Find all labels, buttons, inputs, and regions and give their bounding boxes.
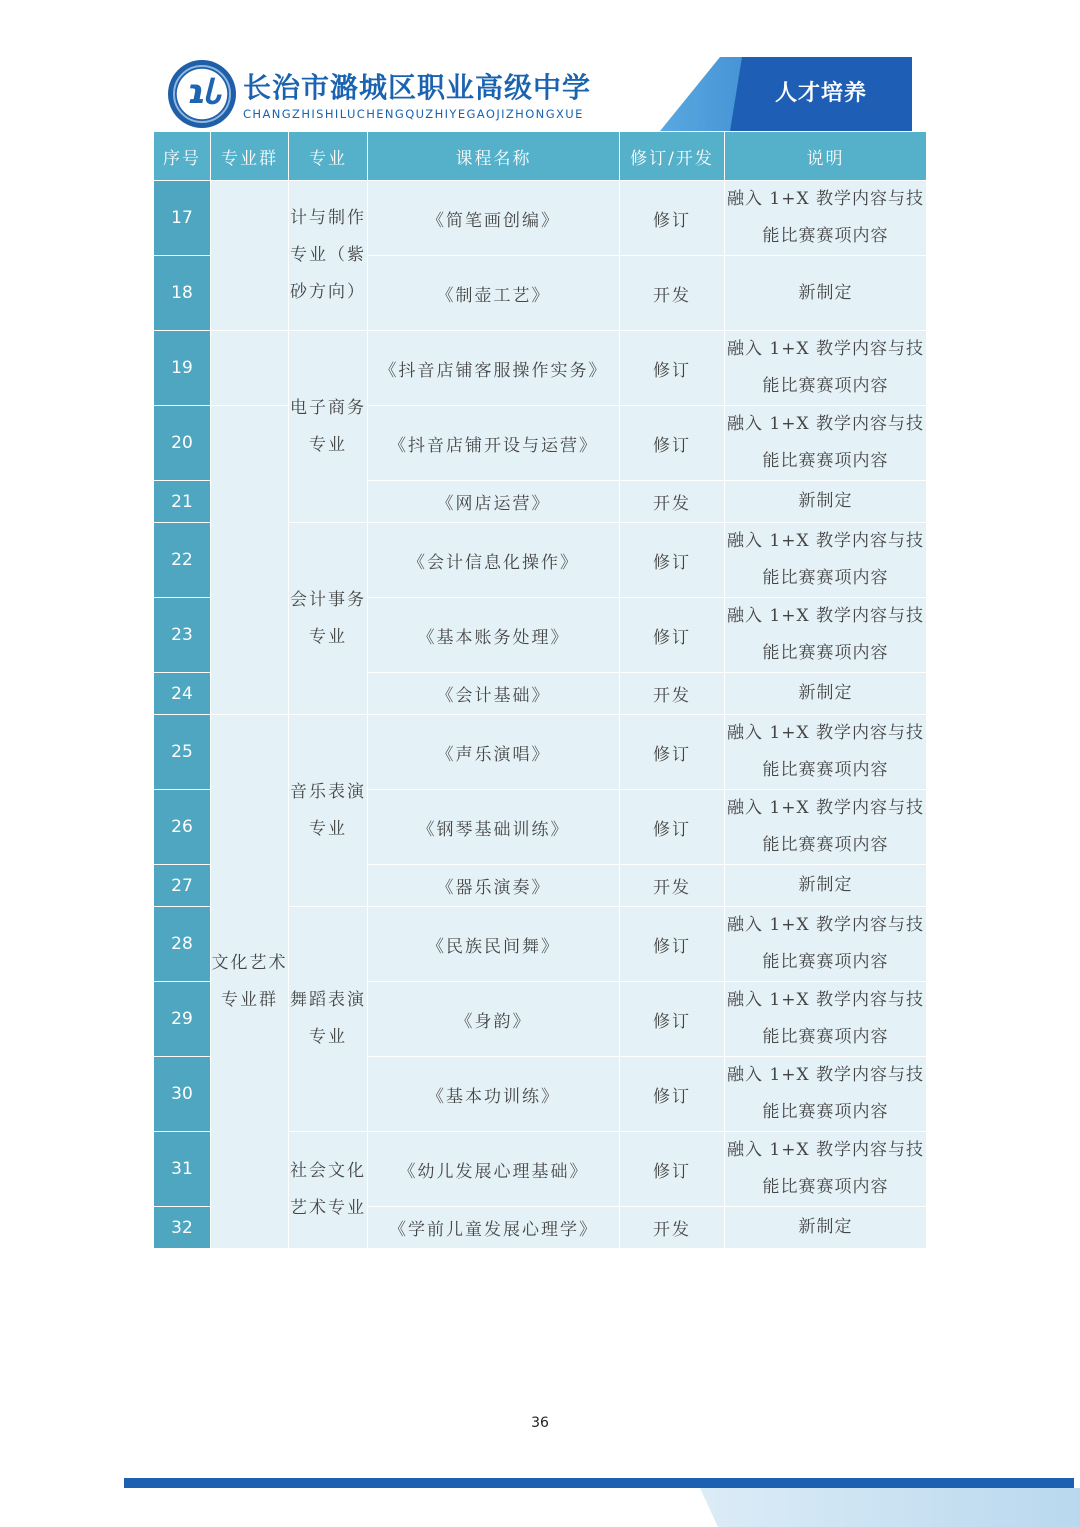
school-name: 长治市潞城区职业高级中学 <box>243 71 592 104</box>
revise-type: 修订 <box>620 523 725 598</box>
note-cell: 融入 1+X 教学内容与技能比赛赛项内容 <box>725 1132 927 1207</box>
row-number: 19 <box>154 331 211 406</box>
course-table-wrapper <box>153 131 926 1249</box>
group-cell-empty <box>211 406 289 715</box>
revise-type: 开发 <box>620 865 725 907</box>
note-cell: 融入 1+X 教学内容与技能比赛赛项内容 <box>725 598 927 673</box>
note-cell: 融入 1+X 教学内容与技能比赛赛项内容 <box>725 331 927 406</box>
note-cell: 新制定 <box>725 865 927 907</box>
course-name: 《幼儿发展心理基础》 <box>368 1132 620 1207</box>
footer-bar <box>124 1478 1074 1488</box>
course-name: 《声乐演唱》 <box>368 715 620 790</box>
row-number: 29 <box>154 982 211 1057</box>
header-no: 序号 <box>154 132 211 181</box>
revise-type: 修订 <box>620 982 725 1057</box>
revise-type: 修订 <box>620 598 725 673</box>
table-row <box>154 181 927 256</box>
revise-type: 开发 <box>620 673 725 715</box>
major-cell: 会计事务专业 <box>289 523 368 715</box>
row-number: 28 <box>154 907 211 982</box>
revise-type: 开发 <box>620 256 725 331</box>
course-name: 《抖音店铺开设与运营》 <box>368 406 620 481</box>
row-number: 20 <box>154 406 211 481</box>
revise-type: 修订 <box>620 907 725 982</box>
course-name: 《身韵》 <box>368 982 620 1057</box>
course-name: 《基本账务处理》 <box>368 598 620 673</box>
logo-mark: ɿᏓ <box>186 72 218 112</box>
row-number: 17 <box>154 181 211 256</box>
course-name: 《会计基础》 <box>368 673 620 715</box>
note-cell: 融入 1+X 教学内容与技能比赛赛项内容 <box>725 982 927 1057</box>
group-cell: 文化艺术专业群 <box>211 715 289 1249</box>
row-number: 22 <box>154 523 211 598</box>
revise-type: 修订 <box>620 406 725 481</box>
note-cell: 融入 1+X 教学内容与技能比赛赛项内容 <box>725 715 927 790</box>
note-cell: 新制定 <box>725 481 927 523</box>
revise-type: 开发 <box>620 481 725 523</box>
group-cell-empty <box>211 181 289 331</box>
note-cell: 新制定 <box>725 1207 927 1249</box>
course-name: 《抖音店铺客服操作实务》 <box>368 331 620 406</box>
row-number: 26 <box>154 790 211 865</box>
major-cell: 社会文化艺术专业 <box>289 1132 368 1249</box>
note-cell: 融入 1+X 教学内容与技能比赛赛项内容 <box>725 181 927 256</box>
major-cell: 电子商务专业 <box>289 331 368 523</box>
course-name: 《学前儿童发展心理学》 <box>368 1207 620 1249</box>
group-cell-empty <box>211 331 289 406</box>
table-header-row <box>154 132 927 181</box>
school-logo-icon <box>168 60 236 128</box>
page-number: 36 <box>531 1415 549 1431</box>
major-cell: 音乐表演专业 <box>289 715 368 907</box>
course-table <box>153 131 927 1249</box>
course-name: 《会计信息化操作》 <box>368 523 620 598</box>
header-note: 说明 <box>725 132 927 181</box>
header-major: 专业 <box>289 132 368 181</box>
row-number: 31 <box>154 1132 211 1207</box>
revise-type: 开发 <box>620 1207 725 1249</box>
row-number: 18 <box>154 256 211 331</box>
revise-type: 修订 <box>620 1132 725 1207</box>
note-cell: 新制定 <box>725 256 927 331</box>
note-cell: 新制定 <box>725 673 927 715</box>
major-cell: 计与制作专业（紫砂方向） <box>289 181 368 331</box>
note-cell: 融入 1+X 教学内容与技能比赛赛项内容 <box>725 1057 927 1132</box>
footer-decoration <box>700 1488 1080 1527</box>
note-cell: 融入 1+X 教学内容与技能比赛赛项内容 <box>725 406 927 481</box>
revise-type: 修订 <box>620 181 725 256</box>
school-pinyin: CHANGZHISHILUCHENGQUZHIYEGAOJIZHONGXUE <box>243 107 584 121</box>
major-cell: 舞蹈表演专业 <box>289 907 368 1132</box>
note-cell: 融入 1+X 教学内容与技能比赛赛项内容 <box>725 907 927 982</box>
course-name: 《器乐演奏》 <box>368 865 620 907</box>
row-number: 24 <box>154 673 211 715</box>
course-name: 《网店运营》 <box>368 481 620 523</box>
header-type: 修订/开发 <box>620 132 725 181</box>
revise-type: 修订 <box>620 790 725 865</box>
revise-type: 修订 <box>620 331 725 406</box>
revise-type: 修订 <box>620 1057 725 1132</box>
row-number: 30 <box>154 1057 211 1132</box>
table-row <box>154 331 927 406</box>
course-name: 《民族民间舞》 <box>368 907 620 982</box>
table-row <box>154 406 927 481</box>
table-row <box>154 715 927 790</box>
course-name: 《简笔画创编》 <box>368 181 620 256</box>
row-number: 25 <box>154 715 211 790</box>
course-name: 《钢琴基础训练》 <box>368 790 620 865</box>
note-cell: 融入 1+X 教学内容与技能比赛赛项内容 <box>725 523 927 598</box>
row-number: 32 <box>154 1207 211 1249</box>
row-number: 21 <box>154 481 211 523</box>
course-name: 《制壶工艺》 <box>368 256 620 331</box>
revise-type: 修订 <box>620 715 725 790</box>
row-number: 27 <box>154 865 211 907</box>
page-header <box>0 0 1080 135</box>
note-cell: 融入 1+X 教学内容与技能比赛赛项内容 <box>725 790 927 865</box>
course-name: 《基本功训练》 <box>368 1057 620 1132</box>
header-course: 课程名称 <box>368 132 620 181</box>
header-group: 专业群 <box>211 132 289 181</box>
row-number: 23 <box>154 598 211 673</box>
section-banner: 人才培养 <box>774 81 867 106</box>
